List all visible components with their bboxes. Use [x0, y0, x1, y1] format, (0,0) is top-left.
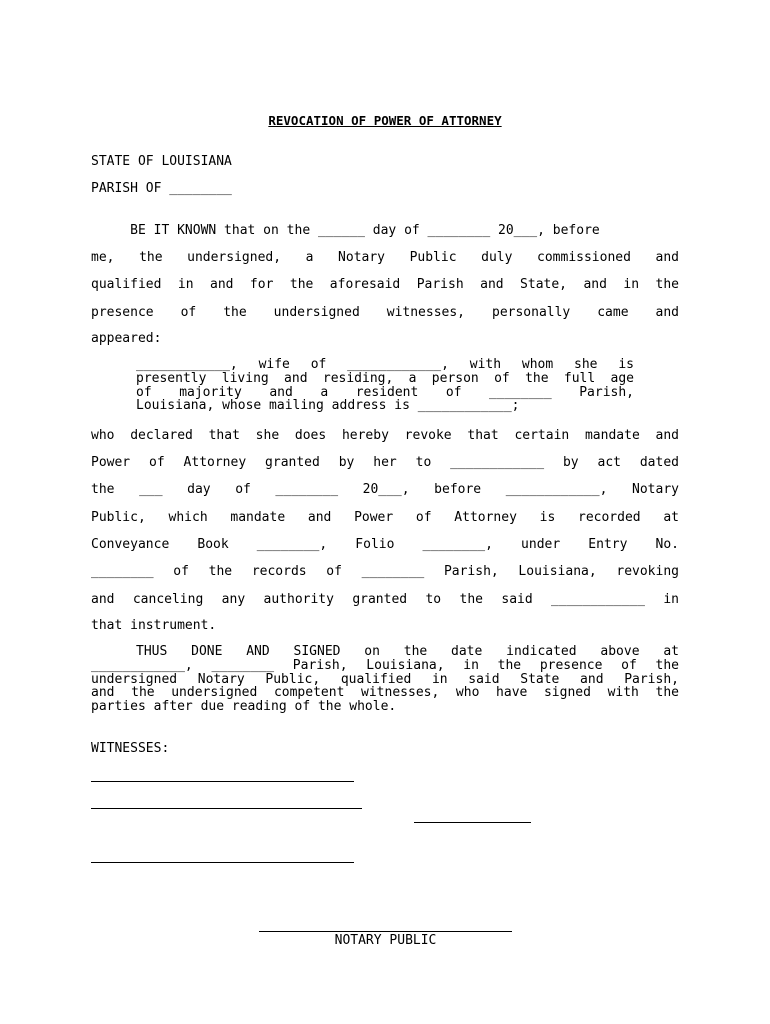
para3-block	[91, 645, 679, 714]
appearer-line-1: ____________, wife of ____________, with whom she is	[136, 357, 634, 372]
para2-line-1: who declared that she does hereby revoke that certain mandate and	[91, 428, 679, 443]
appearer-line-3: of majority and a resident of ________ Parish,	[136, 384, 634, 400]
para3-line-3: undersigned Notary Public, qualified in said State and Parish,	[91, 671, 679, 687]
para1-line-2: me, the undersigned, a Notary Public duly commissioned and	[91, 250, 679, 265]
para2-line-8: that instrument.	[91, 618, 217, 633]
witness-signature-line-2	[91, 808, 362, 809]
para2-line-7: and canceling any authority granted to the said ____________ in	[91, 592, 679, 607]
para1-line-5: appeared:	[91, 331, 162, 346]
parish-line: PARISH OF ________	[91, 181, 232, 196]
notary-signature-line	[259, 931, 512, 932]
para1-line-1: BE IT KNOWN that on the ______ day of ________ 20___, before	[91, 223, 600, 238]
para2-line-3: the ___ day of ________ 20___, before ____________, Notary	[91, 482, 679, 497]
appearer-block	[136, 358, 634, 413]
appearer-signature-line	[414, 822, 531, 823]
state-line: STATE OF LOUISIANA	[91, 154, 232, 169]
para3-line-2: ____________, ________ Parish, Louisiana, in the presence of the	[91, 657, 679, 673]
appearer-line-4: Louisiana, whose mailing address is ____________;	[136, 398, 520, 414]
witness-signature-line-3	[91, 862, 354, 863]
witness-signature-line-1	[91, 781, 354, 782]
para3-line-5: parties after due reading of the whole.	[91, 699, 397, 715]
para3-line-4: and the undersigned competent witnesses, who have signed with the	[91, 685, 679, 701]
appearer-line-2: presently living and residing, a person of the full age	[136, 370, 634, 386]
para1-line-4: presence of the undersigned witnesses, personally came and	[91, 305, 679, 320]
para2-line-4: Public, which mandate and Power of Attorney is recorded at	[91, 510, 679, 525]
document-title: REVOCATION OF POWER OF ATTORNEY	[268, 113, 502, 128]
para3-line-1: THUS DONE AND SIGNED on the date indicated above at	[136, 644, 679, 659]
para2-line-6: ________ of the records of ________ Parish, Louisiana, revoking	[91, 564, 679, 579]
para2-line-2: Power of Attorney granted by her to ____________ by act dated	[91, 455, 679, 470]
para1-line-3: qualified in and for the aforesaid Parish and State, and in the	[91, 277, 679, 292]
notary-public-label: NOTARY PUBLIC	[334, 933, 437, 948]
para2-line-5: Conveyance Book ________, Folio ________, under Entry No.	[91, 537, 679, 552]
witnesses-label: WITNESSES:	[91, 741, 170, 756]
